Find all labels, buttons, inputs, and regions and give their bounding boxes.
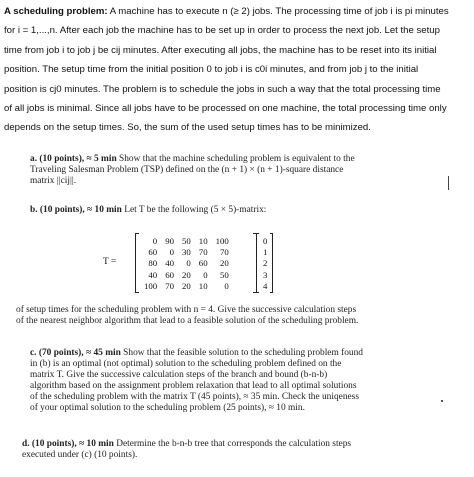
vector-cell: 4 <box>263 280 268 291</box>
job-index-table <box>259 235 271 291</box>
part-b-text: Let T be the following (5 × 5)-matrix: <box>121 205 267 215</box>
intro-line-5: position is cj0 minutes. The problem is to schedule the jobs in such a way that the total processing time <box>4 83 441 95</box>
matrix-cell: 70 <box>220 246 229 257</box>
intro-line-1: A scheduling problem: A machine has to execute n (≥ 2) jobs. The processing time of job i is pi minutes <box>4 6 449 17</box>
matrix-cell: 100 <box>215 235 229 246</box>
matrix-cell: 0 <box>152 235 158 246</box>
intro-line-6: of all jobs is minimal. Since all jobs have to be processed on one machine, the total processing time only <box>4 103 447 115</box>
matrix-cell: 30 <box>182 246 191 257</box>
matrix-cell: 40 <box>165 258 174 269</box>
matrix-cell: 40 <box>148 269 158 280</box>
vector-cell: 2 <box>263 258 268 269</box>
matrix-name: T = <box>103 257 117 267</box>
intro-line-7: depends on the setup times. So, the sum of the used setup times has to be minimized. <box>4 122 371 134</box>
part-b-after: of setup times for the scheduling problem with n = 4. Give the successive calculation steps of the nearest neighbor algorithm that lead to a feasible solution of the scheduling problem. <box>16 305 359 326</box>
matrix-cell: 20 <box>182 269 191 280</box>
matrix-cell: 50 <box>220 269 229 280</box>
setup-matrix-table <box>140 235 233 291</box>
matrix-row <box>140 246 233 257</box>
vector-cell: 1 <box>263 246 268 257</box>
matrix-cell: 0 <box>186 258 191 269</box>
vector-row <box>259 280 271 291</box>
matrix-row <box>140 235 233 246</box>
intro-line-2: for i = 1,...,n. After each job the machine has to be set up in order to process the next job. Let the setup <box>4 25 440 37</box>
matrix-row <box>140 258 233 269</box>
part-c <box>30 348 365 414</box>
matrix-cell: 20 <box>182 280 191 291</box>
vector-cell: 0 <box>263 235 268 246</box>
matrix-cell: 70 <box>165 280 174 291</box>
problem-intro <box>4 2 470 138</box>
part-c-label: c. (70 points), ≈ 45 min <box>30 348 121 358</box>
matrix-row <box>140 269 233 280</box>
part-a-text: Show that the machine scheduling problem is equivalent to the Traveling Salesman Problem (TSP) defined on the (n + 1) × (n + 1)-square distance matrix ||cij||. <box>30 154 355 186</box>
matrix-cell: 50 <box>182 235 191 246</box>
job-index-vector <box>256 234 273 292</box>
matrix-cell: 60 <box>165 269 174 280</box>
problem-title: A scheduling problem: <box>4 6 108 17</box>
matrix-cell: 70 <box>198 246 208 257</box>
matrix-cell: 80 <box>148 258 158 269</box>
matrix-cell: 10 <box>198 280 208 291</box>
part-d-label: d. (10 points), ≈ 10 min <box>22 439 114 449</box>
matrix-cell: 20 <box>220 258 229 269</box>
intro-line-3: time from job i to job j be cij minutes. After executing all jobs, the machine has to be reset into its initial <box>4 44 437 56</box>
vector-row <box>259 269 271 280</box>
part-b-label: b. (10 points), ≈ 10 min <box>30 205 122 215</box>
text-cursor <box>448 176 449 190</box>
matrix-cell: 60 <box>148 246 158 257</box>
part-a-label: a. (10 points), ≈ 5 min <box>30 154 117 164</box>
vector-row <box>259 258 271 269</box>
intro-line-4: position. The setup time from the initial position 0 to job i is c0i minutes, and from job j to the initial <box>4 64 419 76</box>
part-d <box>22 439 364 461</box>
vector-row <box>259 235 271 246</box>
stray-dot <box>441 400 443 402</box>
vector-row <box>259 246 271 257</box>
part-d-text: Determine the b-n-b tree that corresponds the calculation steps executed under (c) (10 points). <box>22 439 352 460</box>
matrix-cell: 60 <box>198 258 208 269</box>
matrix-cell: 0 <box>169 246 174 257</box>
matrix-cell: 0 <box>224 280 229 291</box>
matrix-row <box>140 280 233 291</box>
part-c-text: Show that the feasible solution to the scheduling problem found in (b) is an optimal (not optimal) solution to the scheduling problem defined on the matrix T. Give the successive calculation steps of the branch and bound (b-n-b) algorithm based on the assignment problem relaxation that lead to all optimal solutions of the scheduling problem with the matrix T (45 points), ≈ 35 min. Check the uniqeness of your optimal solution to the scheduling problem (25 points), ≈ 10 min. <box>30 348 363 413</box>
matrix-cell: 10 <box>198 235 208 246</box>
setup-matrix <box>135 234 257 292</box>
part-a <box>30 154 370 187</box>
matrix-cell: 90 <box>165 235 174 246</box>
matrix-cell: 100 <box>144 280 158 291</box>
matrix-cell: 0 <box>203 269 208 280</box>
vector-cell: 3 <box>263 269 268 280</box>
part-b-heading <box>30 205 365 216</box>
